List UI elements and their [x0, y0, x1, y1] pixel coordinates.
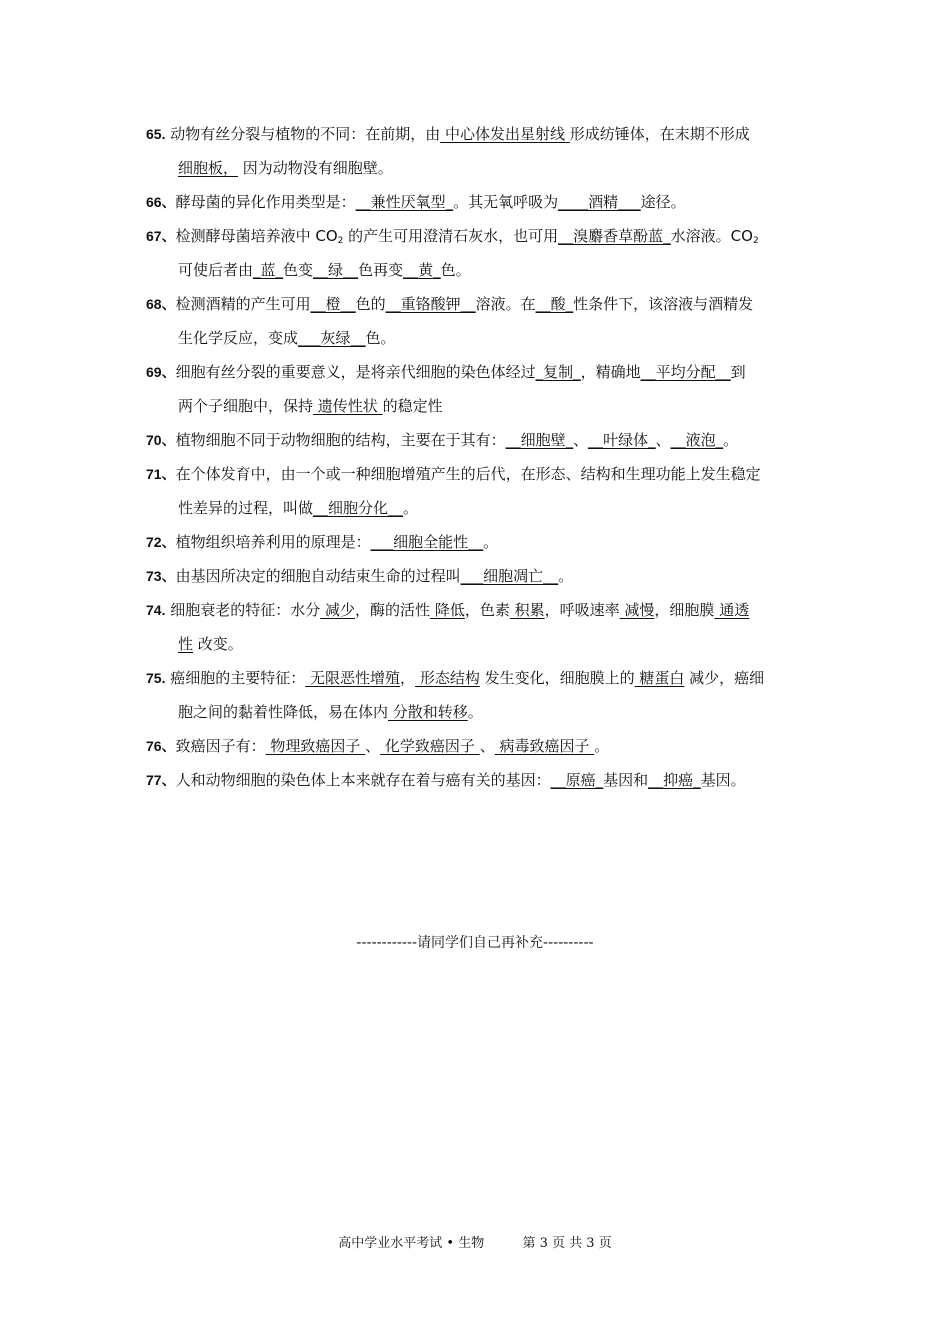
question-text: 植物细胞不同于动物细胞的结构，主要在于其有： — [175, 431, 506, 449]
question-text: 2 — [752, 236, 759, 246]
question-line — [146, 362, 816, 382]
question-number: 73、 — [146, 568, 176, 584]
answer-blank: 减少 — [320, 601, 356, 619]
answer-blank: 细胞板， — [178, 159, 239, 177]
question-text: 、 — [365, 737, 381, 755]
question-text: 致癌因子有： — [175, 737, 266, 755]
question-text: 色变 — [283, 261, 314, 279]
question-item — [146, 532, 816, 552]
question-text: 形成纺锤体，在末期不形成 — [569, 125, 750, 143]
answer-blank: 病毒致癌因子 — [494, 737, 595, 755]
answer-blank: __细胞壁_ — [505, 431, 574, 449]
question-line — [146, 702, 816, 722]
question-item — [146, 566, 816, 586]
question-text: 植物组织培养利用的原理是： — [175, 533, 371, 551]
question-text: 两个子细胞中，保持 — [178, 397, 314, 415]
question-item — [146, 192, 816, 212]
question-line — [146, 736, 816, 756]
question-text: 的产生可用澄清石灰水，也可用 — [343, 227, 559, 245]
question-text: 胞之间的黏着性降低，易在体内 — [178, 703, 389, 721]
answer-blank: ___细胞凋亡__ — [460, 567, 559, 585]
answer-blank: _蓝_ — [253, 261, 284, 279]
question-number: 72、 — [146, 534, 176, 550]
question-text: 改变。 — [193, 635, 243, 653]
question-item — [146, 362, 816, 416]
question-text: 发生变化，细胞膜上的 — [479, 669, 635, 687]
answer-blank: 性 — [178, 635, 194, 653]
question-line — [146, 566, 816, 586]
answer-blank: 无限恶性增殖 — [305, 669, 401, 687]
question-text: 检测酵母菌培养液中 CO — [175, 227, 338, 245]
question-line — [146, 158, 816, 178]
question-number: 66、 — [146, 194, 176, 210]
question-number: 75. — [146, 670, 166, 686]
answer-blank: 化学致癌因子 — [380, 737, 480, 755]
question-line — [146, 498, 816, 518]
question-line — [146, 124, 816, 144]
question-text: 人和动物细胞的染色体上本来就存在着与癌有关的基因： — [175, 771, 551, 789]
question-text: 。 — [467, 703, 483, 721]
answer-blank: 积累 — [509, 601, 545, 619]
question-text: 水溶液。CO — [670, 227, 753, 245]
question-line — [146, 464, 816, 484]
question-number: 65. — [146, 126, 166, 142]
question-number: 77、 — [146, 772, 176, 788]
question-item — [146, 770, 816, 790]
answer-blank: __重铬酸钾__ — [385, 295, 476, 313]
question-number: 67、 — [146, 228, 176, 244]
question-list — [146, 124, 816, 804]
question-text: 性差异的过程，叫做 — [178, 499, 314, 517]
answer-blank: __兼性厌氧型_ — [355, 193, 454, 211]
question-number: 69、 — [146, 364, 176, 380]
question-text: 色的 — [355, 295, 386, 313]
footer-page-number: 第 3 页 共 3 页 — [522, 1236, 612, 1251]
question-item — [146, 736, 816, 756]
question-number: 68、 — [146, 296, 176, 312]
question-line — [146, 532, 816, 552]
question-text: 、 — [573, 431, 589, 449]
question-text: 细胞衰老的特征：水分 — [165, 601, 321, 619]
question-item — [146, 294, 816, 348]
question-item — [146, 668, 816, 722]
answer-blank: __细胞分化__ — [313, 499, 404, 517]
question-text: 在个体发育中，由一个或一种细胞增殖产生的后代，在形态、结构和生理功能上发生稳定 — [175, 465, 761, 483]
question-line — [146, 770, 816, 790]
question-text: 色。 — [440, 261, 471, 279]
question-text: 细胞有丝分裂的重要意义，是将亲代细胞的染色体经过 — [175, 363, 536, 381]
question-text: 。 — [483, 533, 499, 551]
answer-blank: 降低 — [430, 601, 465, 619]
question-line — [146, 634, 816, 654]
question-number: 70、 — [146, 432, 176, 448]
question-line — [146, 260, 816, 280]
answer-blank: 形态结构 — [415, 669, 480, 687]
answer-blank: __黄_ — [403, 261, 441, 279]
question-item — [146, 464, 816, 518]
question-line — [146, 430, 816, 450]
question-text: 生化学反应，变成 — [178, 329, 299, 347]
question-text: 。 — [723, 431, 739, 449]
page-footer — [0, 1232, 950, 1251]
question-text: 酵母菌的异化作用类型是： — [175, 193, 356, 211]
footer-title: 高中学业水平考试 • 生物 — [338, 1236, 485, 1251]
question-text: 可使后者由 — [178, 261, 254, 279]
question-line — [146, 600, 816, 620]
answer-blank: 中心体发出星射线 — [440, 125, 570, 143]
question-text: 由基因所决定的细胞自动结束生命的过程叫 — [175, 567, 461, 585]
question-number: 74. — [146, 602, 166, 618]
question-line — [146, 668, 816, 688]
answer-blank: 减慢 — [619, 601, 655, 619]
answer-blank: 分散和转移 — [388, 703, 468, 721]
question-text: 的稳定性 — [382, 397, 443, 415]
question-text: 。其无氧呼吸为 — [453, 193, 559, 211]
question-text: ，呼吸速率 — [544, 601, 620, 619]
answer-blank: 通透 — [714, 601, 750, 619]
question-text: 溶液。在 — [475, 295, 536, 313]
answer-blank: 遗传性状 — [313, 397, 383, 415]
answer-blank: __绿__ — [313, 261, 359, 279]
closing-note: ------------请同学们自己再补充---------- — [356, 935, 594, 951]
question-item — [146, 430, 816, 450]
answer-blank: __酸_ — [535, 295, 574, 313]
question-number: 76、 — [146, 738, 176, 754]
question-line — [146, 192, 816, 212]
question-text: 。 — [558, 567, 574, 585]
question-item — [146, 124, 816, 178]
answer-blank: _复制_ — [535, 363, 581, 381]
answer-blank: __溴麝香草酚蓝_ — [558, 227, 671, 245]
question-text: 基因和 — [603, 771, 649, 789]
answer-blank: 糖蛋白 — [634, 669, 685, 687]
question-text: 途径。 — [640, 193, 686, 211]
question-text: ，细胞膜 — [654, 601, 715, 619]
answer-blank: __液泡_ — [670, 431, 724, 449]
question-text: 检测酒精的产生可用 — [175, 295, 311, 313]
question-text: ，色素 — [464, 601, 510, 619]
answer-blank: 物理致癌因子 — [265, 737, 366, 755]
question-text: 性条件下，该溶液与酒精发 — [573, 295, 754, 313]
question-text: 、 — [655, 431, 671, 449]
question-text: 因为动物没有细胞壁。 — [238, 159, 393, 177]
question-text: 色。 — [365, 329, 396, 347]
answer-blank: __原癌_ — [550, 771, 604, 789]
question-item — [146, 226, 816, 280]
question-text: 到 — [730, 363, 746, 381]
answer-blank: __抑癌_ — [648, 771, 701, 789]
question-text: ，酶的活性 — [355, 601, 431, 619]
question-text: 减少，癌细 — [684, 669, 765, 687]
answer-blank: ____酒精___ — [558, 193, 641, 211]
answer-blank: __橙__ — [310, 295, 356, 313]
answer-blank: __叶绿体_ — [588, 431, 656, 449]
question-line — [146, 328, 816, 348]
question-line — [146, 226, 816, 246]
question-text: ，精确地 — [580, 363, 641, 381]
question-text: 、 — [479, 737, 495, 755]
question-line — [146, 294, 816, 314]
question-text: 癌细胞的主要特征： — [165, 669, 306, 687]
answer-blank: ___细胞全能性__ — [370, 533, 484, 551]
answer-blank: __平均分配__ — [640, 363, 731, 381]
question-text: 基因。 — [700, 771, 746, 789]
answer-blank: ___灰绿__ — [298, 329, 366, 347]
question-number: 71、 — [146, 466, 176, 482]
question-line — [146, 396, 816, 416]
question-text: 。 — [594, 737, 610, 755]
question-item — [146, 600, 816, 654]
question-text: ， — [400, 669, 416, 687]
question-text: 动物有丝分裂与植物的不同：在前期，由 — [165, 125, 441, 143]
question-text: 色再变 — [358, 261, 404, 279]
question-text: 。 — [403, 499, 419, 517]
question-text: 2 — [337, 236, 344, 246]
